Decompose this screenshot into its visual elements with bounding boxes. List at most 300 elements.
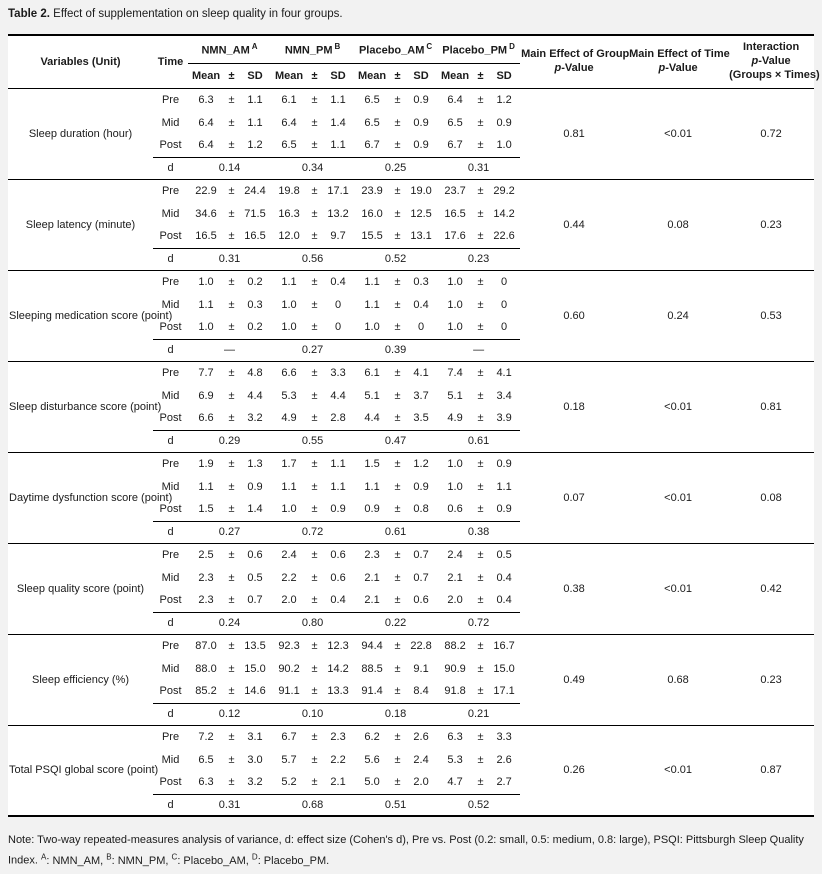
group-name-label: NMN_AM [201, 44, 250, 57]
d-value: 0.47 [354, 430, 437, 452]
plus-minus: ± [311, 457, 318, 470]
time-label: Mid [161, 571, 180, 584]
sd-value: 13.1 [410, 230, 432, 243]
d-label: d [153, 339, 188, 361]
mean-value: 2.1 [364, 594, 380, 607]
mean-value: 7.4 [447, 366, 463, 379]
plus-minus: ± [228, 366, 235, 379]
plus-minus: ± [311, 230, 318, 243]
mean-value: 1.1 [198, 480, 214, 493]
data-row [8, 270, 814, 293]
plus-minus: ± [228, 776, 235, 789]
d-value: 0.22 [354, 612, 437, 634]
mean-value: 6.9 [198, 389, 214, 402]
plus-minus: ± [394, 571, 401, 584]
sd-value: 3.3 [496, 730, 512, 743]
plus-minus: ± [228, 93, 235, 106]
mean-value: 1.1 [198, 298, 214, 311]
col-header-pm: ± [228, 69, 235, 82]
sd-value: 0.6 [330, 548, 346, 561]
sd-value: 0 [501, 275, 508, 288]
sd-value: 9.1 [413, 662, 429, 675]
sd-value: 1.4 [330, 116, 346, 129]
plus-minus: ± [228, 298, 235, 311]
variable-block [8, 270, 814, 361]
d-value: 0.52 [437, 794, 520, 816]
data-row [8, 452, 814, 475]
sd-value: 1.0 [496, 139, 512, 152]
mean-value: 16.3 [278, 207, 300, 220]
variable-label: Sleep efficiency (%) [31, 673, 129, 686]
time-label: Mid [161, 389, 180, 402]
mean-value: 5.1 [447, 389, 463, 402]
plus-minus: ± [311, 685, 318, 698]
time-label: Post [159, 412, 182, 425]
col-header-group-placebo-pm [437, 35, 520, 63]
plus-minus: ± [311, 389, 318, 402]
time-label: Post [159, 594, 182, 607]
sd-value: 3.2 [247, 776, 263, 789]
time-label: Mid [161, 298, 180, 311]
d-label: d [153, 248, 188, 270]
mean-value: 1.0 [447, 298, 463, 311]
mean-value: 6.7 [364, 139, 380, 152]
sd-value: 0.7 [247, 594, 263, 607]
sd-value: 2.6 [496, 753, 512, 766]
plus-minus: ± [394, 184, 401, 197]
sd-value: 0.9 [413, 139, 429, 152]
d-value: 0.31 [188, 248, 271, 270]
sd-value: 0.9 [247, 480, 263, 493]
plus-minus: ± [394, 230, 401, 243]
col-header-pm: ± [394, 69, 401, 82]
sd-value: 0.9 [413, 93, 429, 106]
plus-minus: ± [394, 139, 401, 152]
plus-minus: ± [477, 139, 484, 152]
mean-value: 6.4 [447, 93, 463, 106]
group-superscript: C [426, 41, 433, 51]
time-label: Pre [161, 275, 180, 288]
plus-minus: ± [228, 389, 235, 402]
time-label: Post [159, 776, 182, 789]
sd-value: 8.4 [413, 685, 429, 698]
d-value: 0.51 [354, 794, 437, 816]
plus-minus: ± [477, 730, 484, 743]
d-value: 0.23 [437, 248, 520, 270]
time-label: Pre [161, 457, 180, 470]
plus-minus: ± [311, 366, 318, 379]
p-value-time: <0.01 [664, 582, 693, 595]
mean-value: 1.0 [281, 321, 297, 334]
p-value-group: 0.07 [563, 491, 585, 504]
mean-value: 1.1 [281, 480, 297, 493]
mean-value: 22.9 [195, 184, 217, 197]
group-superscript: D [251, 852, 258, 862]
plus-minus: ± [311, 776, 318, 789]
sd-value: 2.6 [413, 730, 429, 743]
mean-value: 1.5 [364, 457, 380, 470]
table-caption [8, 8, 814, 20]
mean-value: 4.9 [447, 412, 463, 425]
sd-value: 3.5 [413, 412, 429, 425]
plus-minus: ± [228, 457, 235, 470]
p-value-time: <0.01 [664, 764, 693, 777]
sd-value: 22.8 [410, 639, 432, 652]
plus-minus: ± [394, 776, 401, 789]
time-label: Pre [161, 184, 180, 197]
time-label: Mid [161, 753, 180, 766]
mean-value: 5.0 [364, 776, 380, 789]
mean-value: 4.9 [281, 412, 297, 425]
mean-value: 6.3 [447, 730, 463, 743]
plus-minus: ± [311, 184, 318, 197]
variable-label: Sleeping medication score (point) [9, 309, 173, 322]
sd-value: 17.1 [327, 184, 349, 197]
sd-value: 4.1 [413, 366, 429, 379]
sd-value: 0.9 [496, 457, 512, 470]
time-label: Post [159, 503, 182, 516]
plus-minus: ± [477, 321, 484, 334]
plus-minus: ± [311, 116, 318, 129]
header-line: p-Value [554, 61, 594, 74]
time-label: Pre [161, 93, 180, 106]
p-value-time: 0.68 [667, 673, 689, 686]
sd-value: 71.5 [244, 207, 266, 220]
plus-minus: ± [311, 298, 318, 311]
col-header-sd: SD [413, 69, 429, 82]
plus-minus: ± [228, 503, 235, 516]
mean-value: 4.7 [447, 776, 463, 789]
col-header-group-nmn-am [188, 35, 271, 63]
plus-minus: ± [477, 184, 484, 197]
sd-value: 1.1 [330, 457, 346, 470]
mean-value: 88.0 [195, 662, 217, 675]
plus-minus: ± [477, 503, 484, 516]
sd-value: 3.1 [247, 730, 263, 743]
time-label: Mid [161, 480, 180, 493]
sd-value: 17.1 [493, 685, 515, 698]
plus-minus: ± [394, 662, 401, 675]
mean-value: 87.0 [195, 639, 217, 652]
sd-value: 0.9 [413, 480, 429, 493]
sd-value: 4.4 [247, 389, 263, 402]
time-label: Post [159, 321, 182, 334]
p-value-time: 0.24 [667, 309, 689, 322]
d-value: 0.27 [188, 521, 271, 543]
plus-minus: ± [311, 639, 318, 652]
col-header-mean: Mean [441, 69, 470, 82]
d-value: — [437, 339, 520, 361]
sd-value: 9.7 [330, 230, 346, 243]
mean-value: 2.1 [364, 571, 380, 584]
plus-minus: ± [477, 662, 484, 675]
sd-value: 0.5 [496, 548, 512, 561]
col-header-group-placebo-am [354, 35, 437, 63]
mean-value: 0.6 [447, 503, 463, 516]
plus-minus: ± [228, 275, 235, 288]
sd-value: 0.6 [247, 548, 263, 561]
sd-value: 14.2 [493, 207, 515, 220]
d-label: d [153, 521, 188, 543]
plus-minus: ± [394, 366, 401, 379]
table-caption-text: Effect of supplementation on sleep quality in four groups. [53, 8, 343, 20]
mean-value: 5.7 [281, 753, 297, 766]
d-value: — [188, 339, 271, 361]
mean-value: 94.4 [361, 639, 383, 652]
d-label: d [153, 430, 188, 452]
sd-value: 3.7 [413, 389, 429, 402]
plus-minus: ± [311, 594, 318, 607]
mean-value: 1.0 [447, 275, 463, 288]
mean-value: 2.4 [447, 548, 463, 561]
mean-value: 6.4 [198, 139, 214, 152]
mean-value: 4.4 [364, 412, 380, 425]
sd-value: 0 [334, 298, 342, 311]
plus-minus: ± [228, 321, 235, 334]
sd-value: 0.9 [413, 116, 429, 129]
plus-minus: ± [394, 503, 401, 516]
header-line: Main Effect of Time [629, 48, 730, 60]
col-header-group-nmn-pm [271, 35, 354, 63]
plus-minus: ± [394, 116, 401, 129]
mean-value: 90.2 [278, 662, 300, 675]
time-label: Post [159, 230, 182, 243]
sd-value: 0.9 [330, 503, 346, 516]
plus-minus: ± [311, 321, 318, 334]
variable-block [8, 452, 814, 543]
sd-value: 3.4 [496, 389, 512, 402]
plus-minus: ± [311, 571, 318, 584]
plus-minus: ± [477, 571, 484, 584]
p-value-interaction: 0.23 [760, 673, 782, 686]
mean-value: 1.1 [364, 275, 380, 288]
variable-label: Total PSQI global score (point) [9, 764, 159, 777]
sd-value: 0.4 [413, 298, 429, 311]
mean-value: 2.0 [281, 594, 297, 607]
variable-label: Sleep latency (minute) [25, 218, 136, 231]
sd-value: 0.2 [247, 275, 263, 288]
mean-value: 85.2 [195, 685, 217, 698]
mean-value: 6.3 [198, 776, 214, 789]
variable-label: Sleep duration (hour) [28, 127, 133, 140]
col-header-variables: Variables (Unit) [40, 55, 121, 68]
sd-value: 1.4 [247, 503, 263, 516]
mean-value: 91.1 [278, 685, 300, 698]
d-value: 0.72 [437, 612, 520, 634]
sd-value: 1.3 [247, 457, 263, 470]
mean-value: 1.1 [364, 480, 380, 493]
plus-minus: ± [311, 480, 318, 493]
col-header-mean: Mean [191, 69, 221, 82]
sd-value: 2.0 [413, 776, 429, 789]
sd-value: 2.8 [330, 412, 346, 425]
p-value-interaction: 0.72 [760, 127, 782, 140]
d-value: 0.21 [437, 703, 520, 725]
plus-minus: ± [394, 389, 401, 402]
mean-value: 2.1 [447, 571, 463, 584]
variable-block [8, 361, 814, 452]
p-value-group: 0.38 [563, 582, 585, 595]
time-label: Pre [161, 366, 180, 379]
sd-value: 15.0 [493, 662, 515, 675]
mean-value: 1.1 [281, 275, 297, 288]
sd-value: 0.3 [413, 275, 429, 288]
sd-value: 13.2 [327, 207, 349, 220]
footnote-group-refs: $^A$: NMN_AM, $^B$: NMN_PM, $^C$: Placebo_AM, $^D$: Placebo_PM. [41, 852, 330, 867]
plus-minus: ± [311, 753, 318, 766]
sd-value: 2.4 [413, 753, 429, 766]
plus-minus: ± [228, 730, 235, 743]
sd-value: 2.7 [496, 776, 512, 789]
header-row-groups [8, 35, 814, 63]
col-header-p-time [628, 35, 728, 88]
plus-minus: ± [477, 116, 484, 129]
mean-value: 19.8 [278, 184, 300, 197]
mean-value: 2.0 [447, 594, 463, 607]
plus-minus: ± [394, 207, 401, 220]
sd-value: 2.1 [330, 776, 346, 789]
plus-minus: ± [228, 139, 235, 152]
sd-value: 4.8 [247, 366, 263, 379]
col-header-mean: Mean [274, 69, 304, 82]
footnote-text: Note: Two-way repeated-measures analysis of variance, d: effect size (Cohen's d), Pre vs. Post (0.2: small, 0.5: medium, 0.8: large), PSQI: Pittsburgh Sleep Quality Index. [8, 834, 804, 867]
plus-minus: ± [477, 298, 484, 311]
d-label: d [153, 157, 188, 179]
plus-minus: ± [311, 662, 318, 675]
mean-value: 6.5 [364, 93, 380, 106]
sd-value: 12.3 [327, 639, 349, 652]
table-header [8, 35, 820, 88]
d-value: 0.24 [188, 612, 271, 634]
plus-minus: ± [311, 548, 318, 561]
group-superscript: D [509, 41, 515, 51]
sd-value: 0.4 [330, 594, 346, 607]
mean-value: 12.0 [278, 230, 300, 243]
sd-value: 3.9 [496, 412, 512, 425]
p-value-time: <0.01 [664, 127, 693, 140]
plus-minus: ± [477, 366, 484, 379]
p-value-time: 0.08 [667, 218, 689, 231]
plus-minus: ± [394, 93, 401, 106]
header-line: Interaction [742, 41, 800, 54]
mean-value: 0.9 [364, 503, 380, 516]
plus-minus: ± [394, 275, 401, 288]
mean-value: 1.0 [281, 298, 297, 311]
plus-minus: ± [477, 548, 484, 561]
sd-value: 3.3 [330, 366, 346, 379]
plus-minus: ± [311, 503, 318, 516]
time-label: Mid [161, 662, 180, 675]
mean-value: 1.1 [364, 298, 380, 311]
mean-value: 1.0 [364, 321, 380, 334]
mean-value: 7.2 [198, 730, 214, 743]
d-value: 0.61 [437, 430, 520, 452]
d-value: 0.38 [437, 521, 520, 543]
sd-value: 1.1 [330, 480, 346, 493]
mean-value: 7.7 [198, 366, 214, 379]
sd-value: 15.0 [244, 662, 266, 675]
mean-value: 1.0 [198, 275, 214, 288]
sd-value: 1.1 [247, 93, 263, 106]
sd-value: 0.7 [413, 548, 429, 561]
d-value: 0.18 [354, 703, 437, 725]
d-value: 0.61 [354, 521, 437, 543]
plus-minus: ± [394, 412, 401, 425]
plus-minus: ± [228, 753, 235, 766]
d-value: 0.72 [271, 521, 354, 543]
group-name-label: Placebo_AM [358, 44, 425, 57]
mean-value: 2.5 [198, 548, 214, 561]
sd-value: 0.3 [247, 298, 263, 311]
sd-value: 1.1 [496, 480, 512, 493]
group-superscript: A [251, 41, 258, 51]
plus-minus: ± [228, 548, 235, 561]
mean-value: 6.7 [447, 139, 463, 152]
sd-value: 16.5 [244, 230, 266, 243]
plus-minus: ± [477, 639, 484, 652]
sd-value: 0 [334, 321, 342, 334]
d-label: d [153, 794, 188, 816]
mean-value: 6.2 [364, 730, 380, 743]
plus-minus: ± [477, 275, 484, 288]
time-label: Pre [161, 548, 180, 561]
mean-value: 6.1 [281, 93, 297, 106]
p-value-interaction: 0.23 [760, 218, 782, 231]
table-footnote [8, 831, 814, 871]
sd-value: 2.2 [330, 753, 346, 766]
mean-value: 88.2 [444, 639, 466, 652]
plus-minus: ± [477, 457, 484, 470]
plus-minus: ± [228, 116, 235, 129]
p-value-interaction: 0.42 [760, 582, 782, 595]
d-value: 0.80 [271, 612, 354, 634]
plus-minus: ± [311, 139, 318, 152]
sd-value: 1.1 [330, 139, 346, 152]
mean-value: 6.6 [198, 412, 214, 425]
group-name-label: NMN_PM [284, 44, 333, 57]
p-value-interaction: 0.81 [760, 400, 782, 413]
mean-value: 16.5 [444, 207, 466, 220]
sd-value: 22.6 [493, 230, 515, 243]
p-value-group: 0.49 [563, 673, 585, 686]
group-superscript: C [171, 852, 178, 862]
sd-value: 0.7 [413, 571, 429, 584]
col-header-pm: ± [477, 69, 484, 82]
plus-minus: ± [311, 730, 318, 743]
mean-value: 5.2 [281, 776, 297, 789]
time-label: Mid [161, 207, 180, 220]
variable-block [8, 179, 814, 270]
group-name-label: Placebo_PM [442, 44, 508, 57]
data-row [8, 543, 814, 566]
d-value: 0.68 [271, 794, 354, 816]
mean-value: 6.3 [198, 93, 214, 106]
mean-value: 5.3 [281, 389, 297, 402]
col-header-mean: Mean [358, 69, 387, 82]
sd-value: 3.0 [247, 753, 263, 766]
mean-value: 1.0 [447, 457, 463, 470]
d-value: 0.52 [354, 248, 437, 270]
plus-minus: ± [228, 207, 235, 220]
plus-minus: ± [228, 571, 235, 584]
sd-value: 16.7 [493, 639, 515, 652]
plus-minus: ± [477, 776, 484, 789]
mean-value: 6.7 [281, 730, 297, 743]
plus-minus: ± [228, 594, 235, 607]
sd-value: 0.4 [496, 594, 512, 607]
d-label: d [153, 612, 188, 634]
plus-minus: ± [311, 93, 318, 106]
